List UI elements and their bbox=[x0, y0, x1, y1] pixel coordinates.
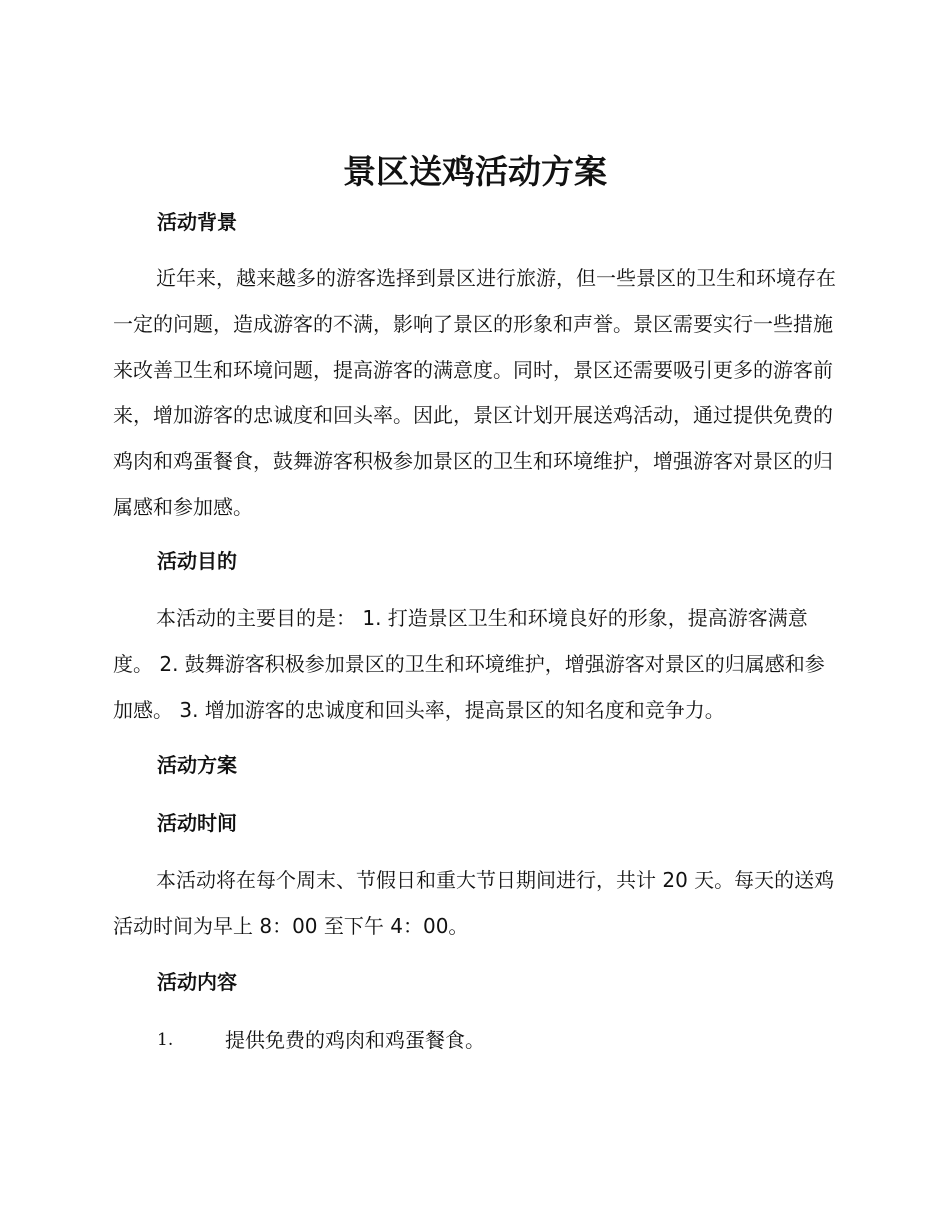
list-item-number: 1. bbox=[157, 1030, 174, 1050]
paragraph-background: 近年来，越来越多的游客选择到景区进行旅游，但一些景区的卫生和环境存在一定的问题，造成游客的不满，影响了景区的形象和声誉。景区需要实行一些措施来改善卫生和环境问题，提高游客的满意度。同时，景区还需要吸引更多的游客前来，增加游客的忠诚度和回头率。因此，景区计划开展送鸡活动，通过提供免费的鸡肉和鸡蛋餐食，鼓舞游客积极参加景区的卫生和环境维护，增强游客对景区的归属感和参加感。 bbox=[113, 266, 836, 519]
heading-time: 活动时间 bbox=[157, 811, 237, 835]
paragraph-time: 本活动将在每个周末、节假日和重大节日期间进行，共计 20 天。每天的送鸡活动时间为早上 8：00 至下午 4：00。 bbox=[113, 868, 835, 938]
list-item bbox=[157, 1024, 485, 1056]
document-title: 景区送鸡活动方案 bbox=[343, 152, 607, 191]
heading-background: 活动背景 bbox=[157, 210, 237, 234]
list-item-text: 提供免费的鸡肉和鸡蛋餐食。 bbox=[225, 1028, 485, 1052]
heading-purpose: 活动目的 bbox=[157, 549, 237, 573]
heading-content: 活动内容 bbox=[157, 970, 237, 994]
heading-plan: 活动方案 bbox=[157, 753, 237, 777]
paragraph-purpose: 本活动的主要目的是： 1. 打造景区卫生和环境良好的形象，提高游客满意度。 2. 鼓舞游客积极参加景区的卫生和环境维护，增强游客对景区的归属感和参加感。 3. 增加游客的忠诚度和回头率，提高景区的知名度和竞争力。 bbox=[113, 606, 825, 722]
